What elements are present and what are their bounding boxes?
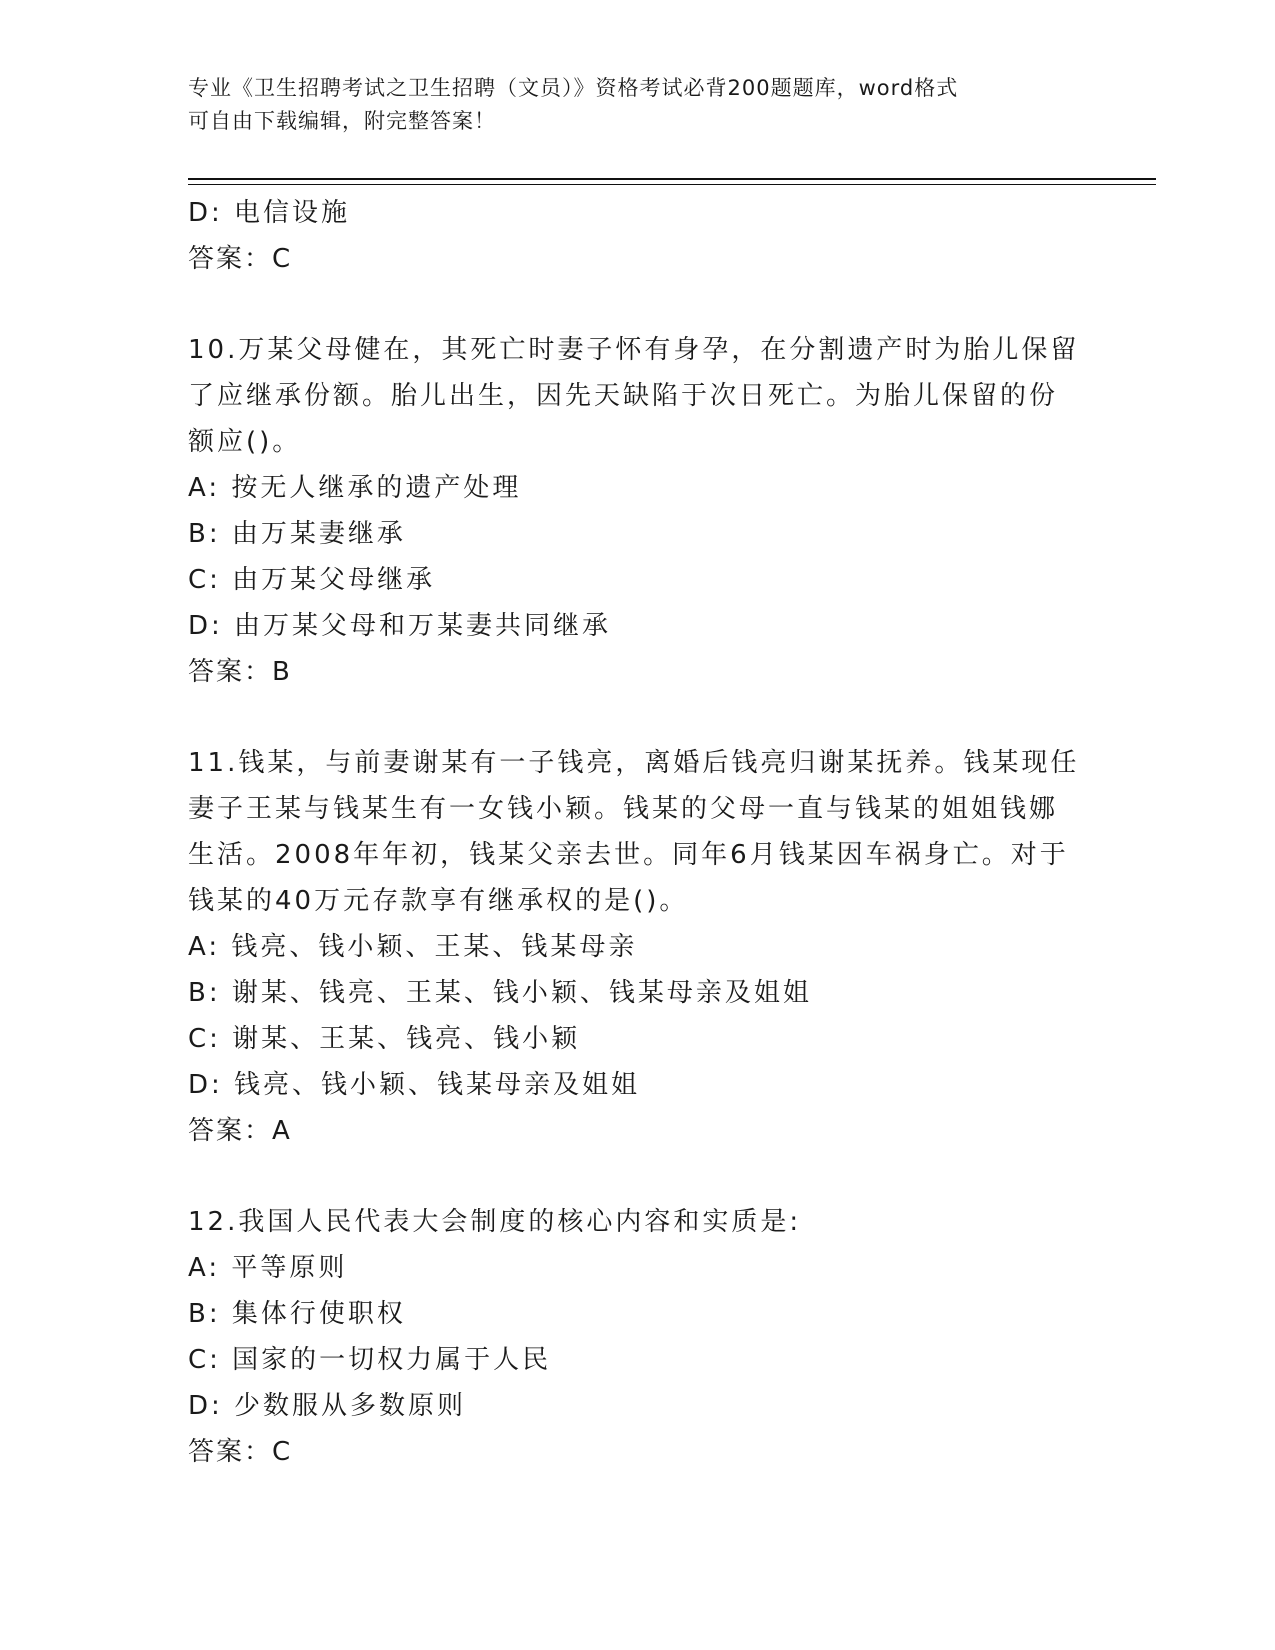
spacer — [188, 1154, 1068, 1199]
option-a: A: 钱亮、钱小颖、王某、钱某母亲 — [188, 932, 638, 962]
header-line-2: 可自由下载编辑，附完整答案！ — [188, 109, 496, 133]
option-b: B: 集体行使职权 — [188, 1299, 406, 1329]
answer: 答案：C — [188, 1437, 293, 1467]
option-b: B: 谢某、钱亮、王某、钱小颖、钱某母亲及姐姐 — [188, 978, 812, 1008]
question-10 — [188, 327, 1080, 695]
question-stem-line: 10.万某父母健在，其死亡时妻子怀有身孕，在分割遗产时为胎儿保留 — [188, 335, 1080, 365]
question-stem-line: 妻子王某与钱某生有一女钱小颖。钱某的父母一直与钱某的姐姐钱娜 — [188, 794, 1059, 824]
question-stem-line: 钱某的40万元存款享有继承权的是()。 — [188, 886, 689, 916]
option-b: B: 由万某妻继承 — [188, 519, 406, 549]
question-stem-line: 11.钱某，与前妻谢某有一子钱亮，离婚后钱亮归谢某抚养。钱某现任 — [188, 748, 1080, 778]
option-a: A: 按无人继承的遗产处理 — [188, 473, 522, 503]
option-d: D: 由万某父母和万某妻共同继承 — [188, 611, 612, 641]
answer: 答案：B — [188, 657, 292, 687]
header-line-1: 专业《卫生招聘考试之卫生招聘（文员）》资格考试必背200题题库，word格式 — [188, 76, 959, 100]
option-c: C: 谢某、王某、钱亮、钱小颖 — [188, 1024, 581, 1054]
question-11 — [188, 740, 1080, 1154]
question-stem-line: 额应()。 — [188, 427, 302, 457]
answer: 答案：A — [188, 1116, 292, 1146]
question-12 — [188, 1199, 1068, 1475]
spacer — [188, 695, 1068, 740]
document-header — [188, 72, 1068, 138]
option-d: D: 少数服从多数原则 — [188, 1391, 467, 1421]
header-divider-thick — [188, 178, 1156, 180]
option-c: C: 国家的一切权力属于人民 — [188, 1345, 552, 1375]
header-divider-thin — [188, 184, 1156, 185]
prev-answer: 答案：C — [188, 244, 293, 274]
option-d: D: 钱亮、钱小颖、钱某母亲及姐姐 — [188, 1070, 641, 1100]
option-a: A: 平等原则 — [188, 1253, 348, 1283]
question-stem-line: 了应继承份额。胎儿出生，因先天缺陷于次日死亡。为胎儿保留的份 — [188, 381, 1059, 411]
question-stem-line: 12.我国人民代表大会制度的核心内容和实质是: — [188, 1207, 802, 1237]
spacer — [188, 282, 1068, 327]
option-c: C: 由万某父母继承 — [188, 565, 436, 595]
prev-option-d: D: 电信设施 — [188, 198, 351, 228]
document-body — [188, 190, 1080, 1475]
question-stem-line: 生活。2008年年初，钱某父亲去世。同年6月钱某因车祸身亡。对于 — [188, 840, 1069, 870]
